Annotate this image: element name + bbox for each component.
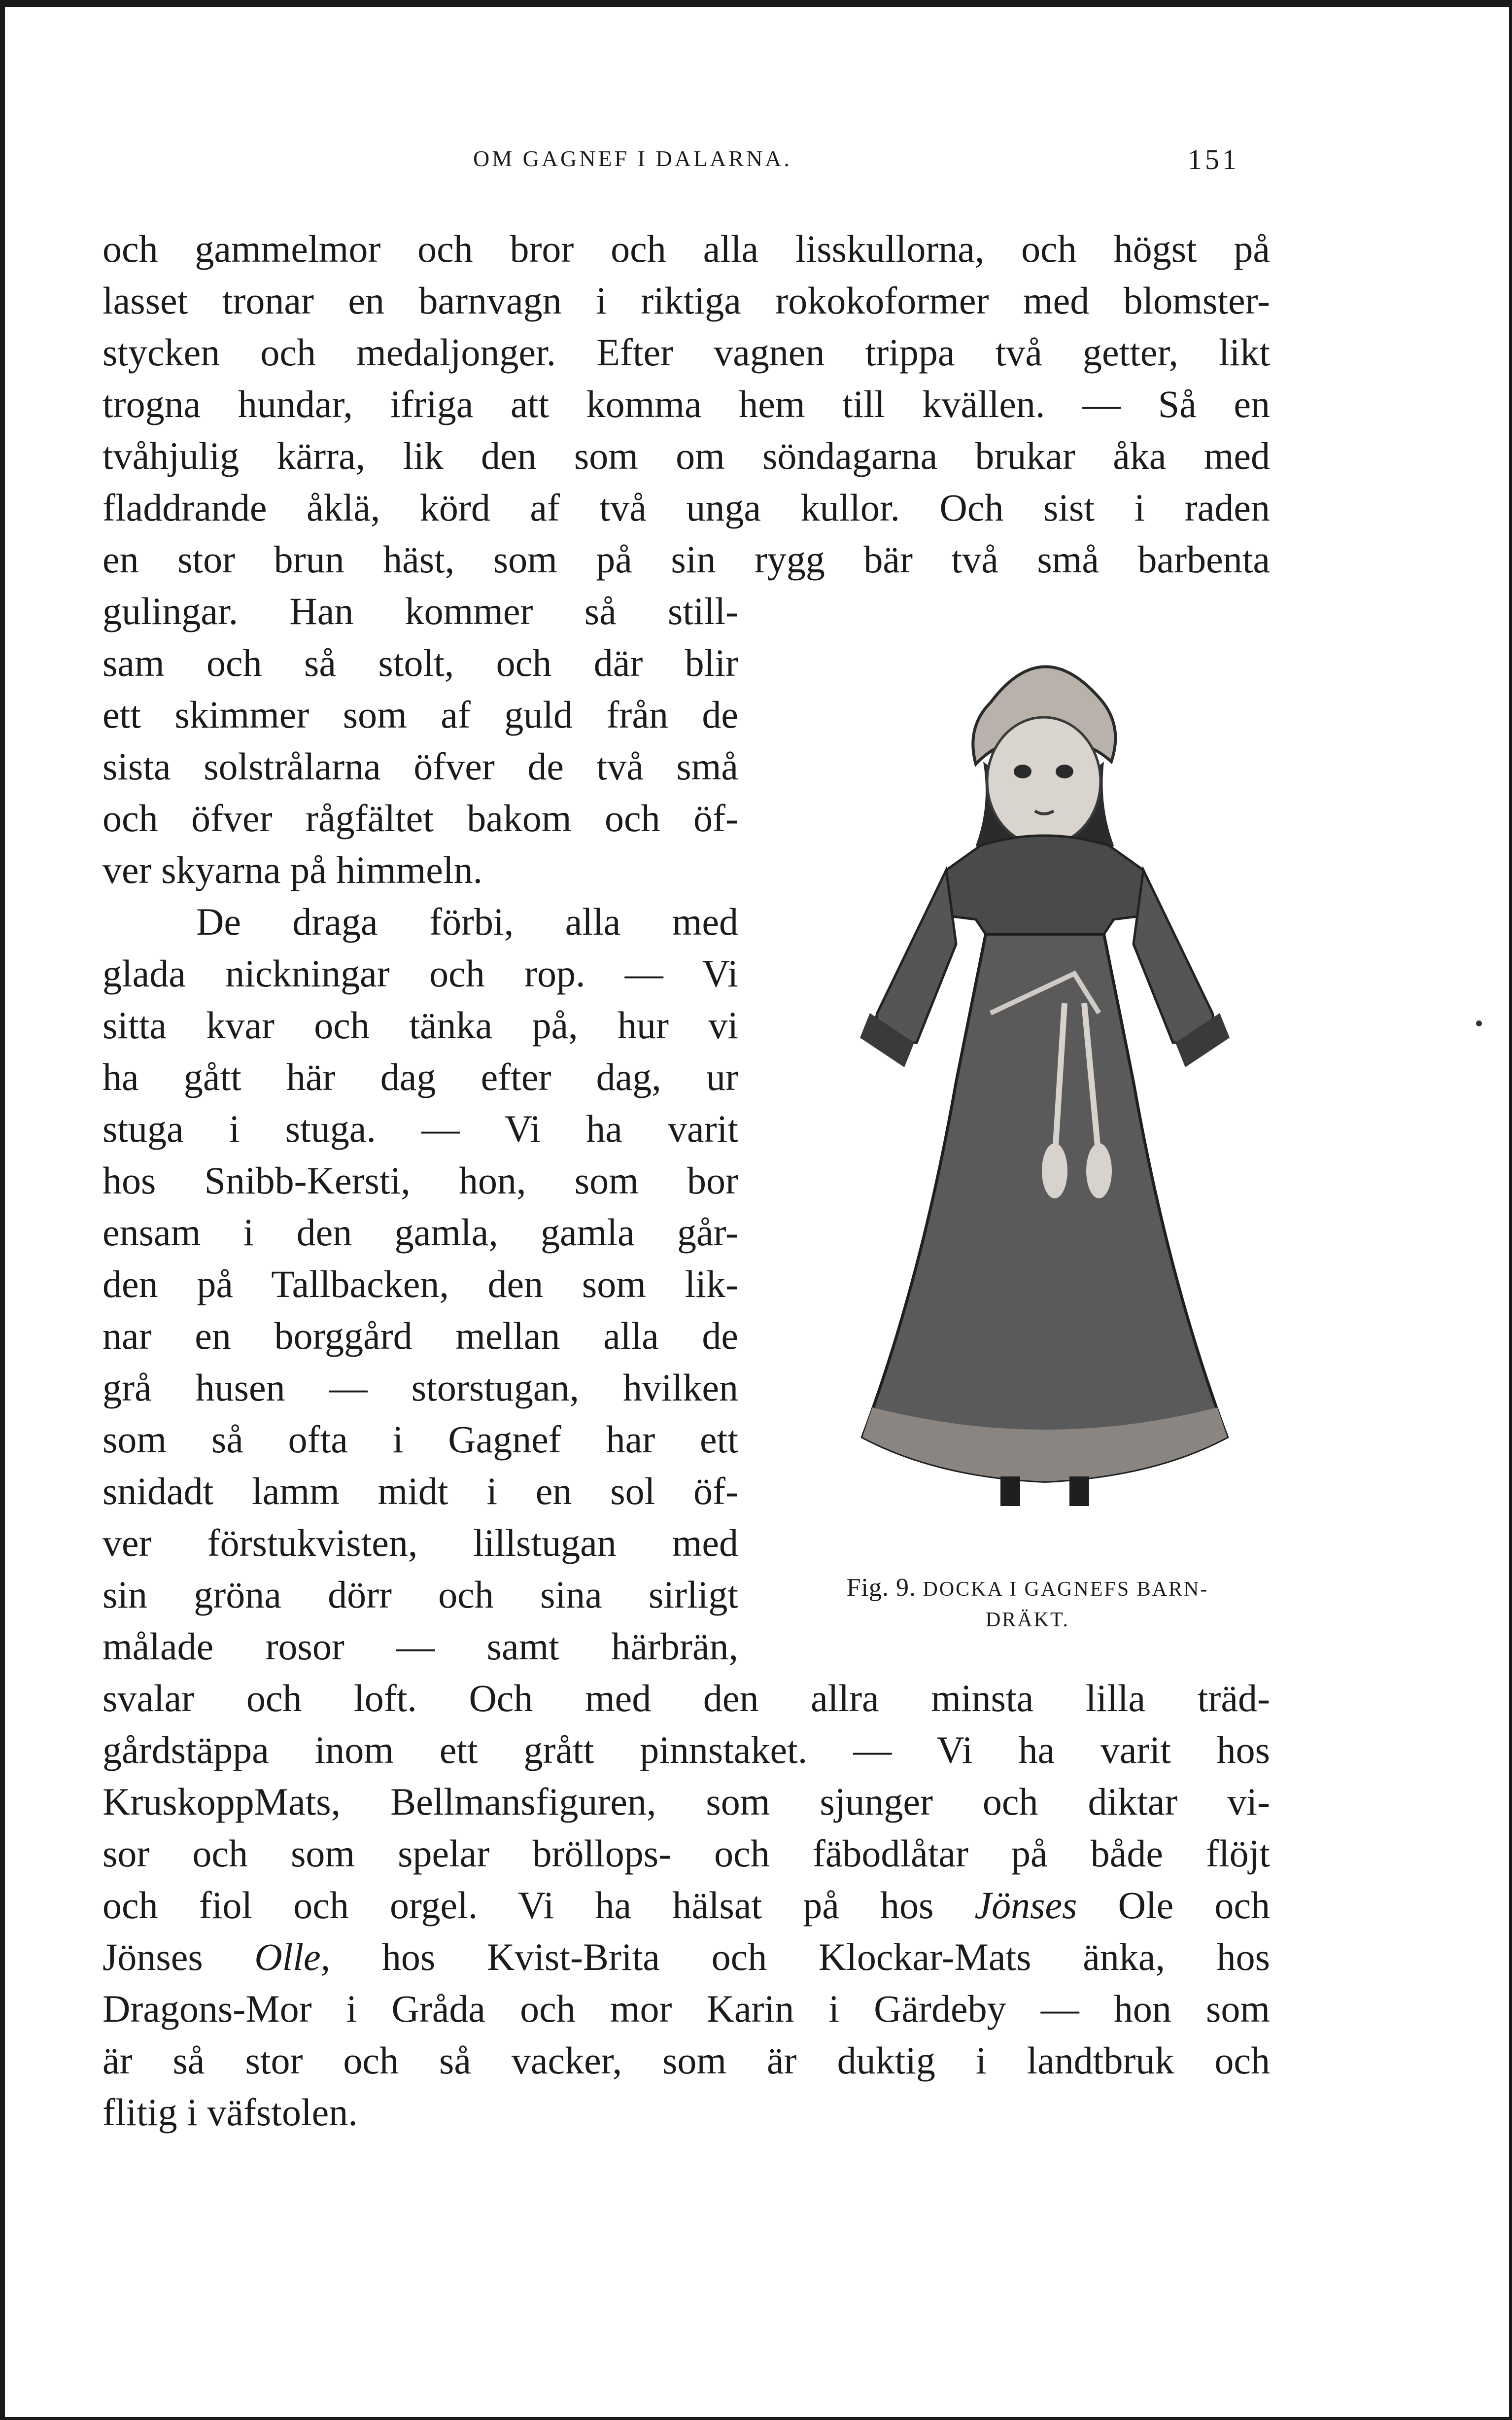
text-line: och öfver rågfältet bakom och öf- (103, 797, 738, 840)
text-line: KruskoppMats, Bellmansfiguren, som sjunger och diktar vi- (103, 1780, 1270, 1823)
text-line: en stor brun häst, som på sin rygg bär två små barbenta (103, 538, 1270, 581)
figure-caption (769, 1573, 1286, 1635)
text-line (103, 1881, 1270, 1930)
italic-name: Jönses (974, 1884, 1077, 1927)
text-line: sor och som spelar bröllops- och fäbodlåtar på både flöjt (103, 1832, 1270, 1875)
text-line: sitta kvar och tänka på, hur vi (103, 1004, 738, 1047)
text-line: stuga i stuga. — Vi ha varit (103, 1107, 738, 1150)
text-line: och gammelmor och bror och alla lisskullorna, och högst på (103, 227, 1270, 270)
text-line: fladdrande åklä, körd af två unga kullor. Och sist i raden (103, 486, 1270, 529)
text-segment: och fiol och orgel. Vi ha hälsat på hos (103, 1884, 934, 1927)
text-line: gulingar. Han kommer så still- (103, 590, 738, 632)
text-line: sam och så stolt, och där blir (103, 641, 738, 684)
text-line: ensam i den gamla, gamla går- (103, 1211, 738, 1254)
text-line: stycken och medaljonger. Efter vagnen trippa två getter, likt (103, 331, 1270, 374)
text-line: ver förstukvisten, lillstugan med (103, 1521, 738, 1564)
italic-name: Olle, (254, 1935, 331, 1978)
text-line: den på Tallbacken, den som lik- (103, 1263, 738, 1305)
text-segment: Ole och (1118, 1884, 1271, 1927)
text-line: trogna hundar, ifriga att komma hem till kvällen. — Så en (103, 383, 1270, 425)
text-line: målade rosor — samt härbrän, (103, 1625, 738, 1668)
text-line: sin gröna dörr och sina sirligt (103, 1573, 738, 1616)
text-line: grå husen — storstugan, hvilken (103, 1366, 738, 1409)
text-line: nar en borggård mellan alla de (103, 1314, 738, 1357)
caption-line: DOCKA I GAGNEFS BARN- (923, 1578, 1209, 1601)
text-segment: Jönses (103, 1935, 203, 1978)
text-line (103, 1932, 1270, 1982)
text-line: De draga förbi, alla med (196, 900, 738, 943)
text-line: snidadt lamm midt i en sol öf- (103, 1470, 738, 1512)
text-line: som så ofta i Gagnef har ett (103, 1418, 738, 1461)
page-number: 151 (1188, 143, 1239, 175)
caption-line: DRÄKT. (985, 1609, 1070, 1631)
text-line: Dragons-Mor i Gråda och mor Karin i Gärdeby — hon som (103, 1987, 1270, 2030)
text-line: ha gått här dag efter dag, ur (103, 1055, 738, 1098)
text-line: sista solstrålarna öfver de två små (103, 745, 738, 788)
figure-label: Fig. 9. (846, 1574, 916, 1602)
running-head: OM GAGNEF I DALARNA. (473, 146, 792, 171)
text-segment: hos Kvist-Brita och Klockar-Mats änka, hos (381, 1935, 1271, 1978)
text-line: svalar och loft. Och med den allra minsta lilla träd- (103, 1677, 1270, 1719)
text-line: lasset tronar en barnvagn i riktiga rokokoformer med blomster- (103, 279, 1270, 322)
text-line: ett skimmer som af guld från de (103, 693, 738, 736)
text-line: gårdstäppa inom ett grått pinnstaket. — Vi ha varit hos (103, 1728, 1270, 1771)
text-line: är så stor och så vacker, som är duktig i landtbruk och (103, 2039, 1270, 2082)
text-line: flitig i väfstolen. (103, 2091, 358, 2134)
text-line: glada nickningar och rop. — Vi (103, 952, 738, 995)
doll-illustration (759, 638, 1326, 1555)
text-line: tvåhjulig kärra, lik den som om söndagarna brukar åka med (103, 434, 1270, 477)
text-line: hos Snibb-Kersti, hon, som bor (103, 1159, 738, 1202)
text-line: ver skyarna på himmeln. (103, 848, 483, 891)
